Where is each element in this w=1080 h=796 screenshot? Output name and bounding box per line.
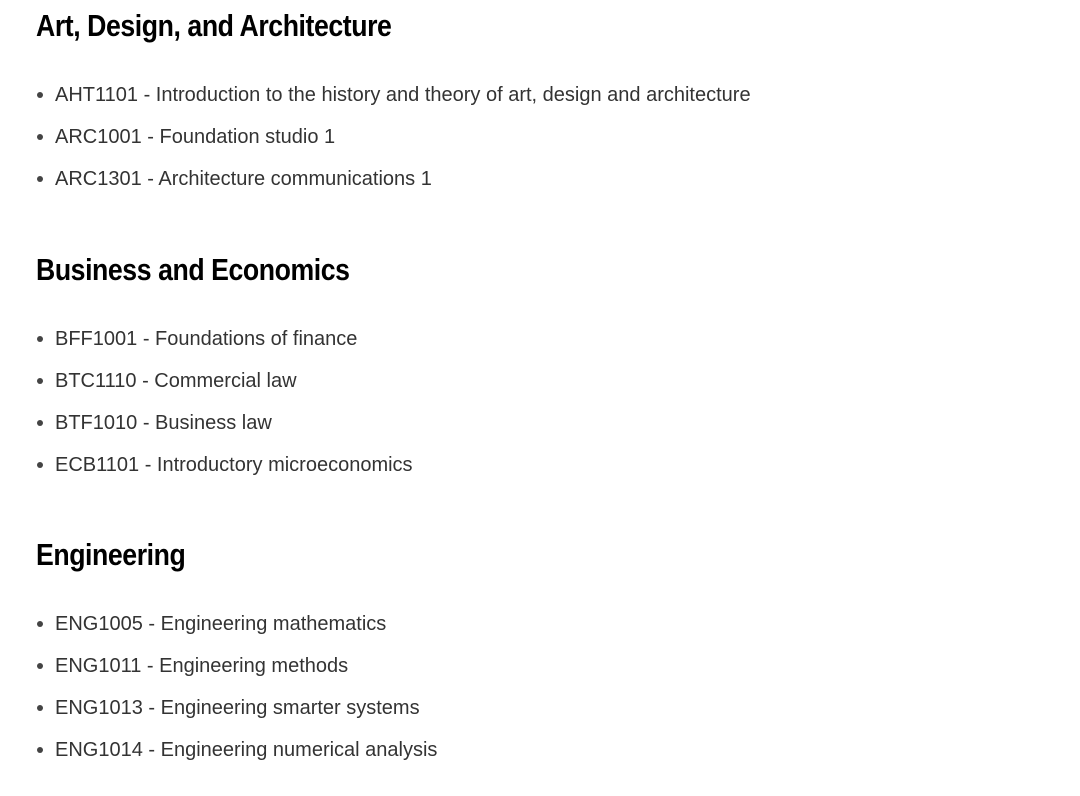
- list-item: [0, 74, 751, 116]
- bullet-icon: [37, 462, 43, 468]
- section-heading: Art, Design, and Architecture: [36, 8, 392, 43]
- section-heading: Engineering: [36, 537, 186, 572]
- bullet-icon: [37, 663, 43, 669]
- course-list: [0, 74, 751, 200]
- bullet-icon: [37, 621, 43, 627]
- list-item: [0, 158, 751, 200]
- bullet-icon: [37, 705, 43, 711]
- list-item: [0, 318, 413, 360]
- course-label: ENG1011 - Engineering methods: [55, 655, 349, 677]
- bullet-icon: [37, 420, 43, 426]
- course-label: ENG1014 - Engineering numerical analysis: [55, 739, 438, 761]
- section-business-economics: [36, 250, 413, 476]
- course-label: BTC1110 - Commercial law: [55, 370, 297, 392]
- course-label: ECB1101 - Introductory microeconomics: [55, 454, 413, 476]
- list-item: [0, 444, 413, 486]
- list-item: [0, 116, 751, 158]
- course-list: [0, 318, 413, 486]
- course-label: ARC1301 - Architecture communications 1: [55, 168, 432, 190]
- bullet-icon: [37, 176, 43, 182]
- course-label: ARC1001 - Foundation studio 1: [55, 126, 336, 148]
- list-item: [0, 360, 413, 402]
- section-art-design-architecture: [36, 6, 751, 190]
- course-label: BFF1001 - Foundations of finance: [55, 328, 358, 350]
- course-label: ENG1013 - Engineering smarter systems: [55, 697, 420, 719]
- list-item: [0, 687, 437, 729]
- list-item: [0, 729, 437, 771]
- list-item: [0, 603, 437, 645]
- course-label: ENG1005 - Engineering mathematics: [55, 613, 387, 635]
- bullet-icon: [37, 336, 43, 342]
- course-list: [0, 603, 437, 771]
- list-item: [0, 402, 413, 444]
- bullet-icon: [37, 378, 43, 384]
- course-label: BTF1010 - Business law: [55, 412, 272, 434]
- section-heading: Business and Economics: [36, 252, 350, 287]
- section-engineering: [36, 535, 438, 761]
- bullet-icon: [37, 747, 43, 753]
- list-item: [0, 645, 437, 687]
- course-label: AHT1101 - Introduction to the history and theory of art, design and architecture: [55, 84, 751, 106]
- bullet-icon: [37, 92, 43, 98]
- bullet-icon: [37, 134, 43, 140]
